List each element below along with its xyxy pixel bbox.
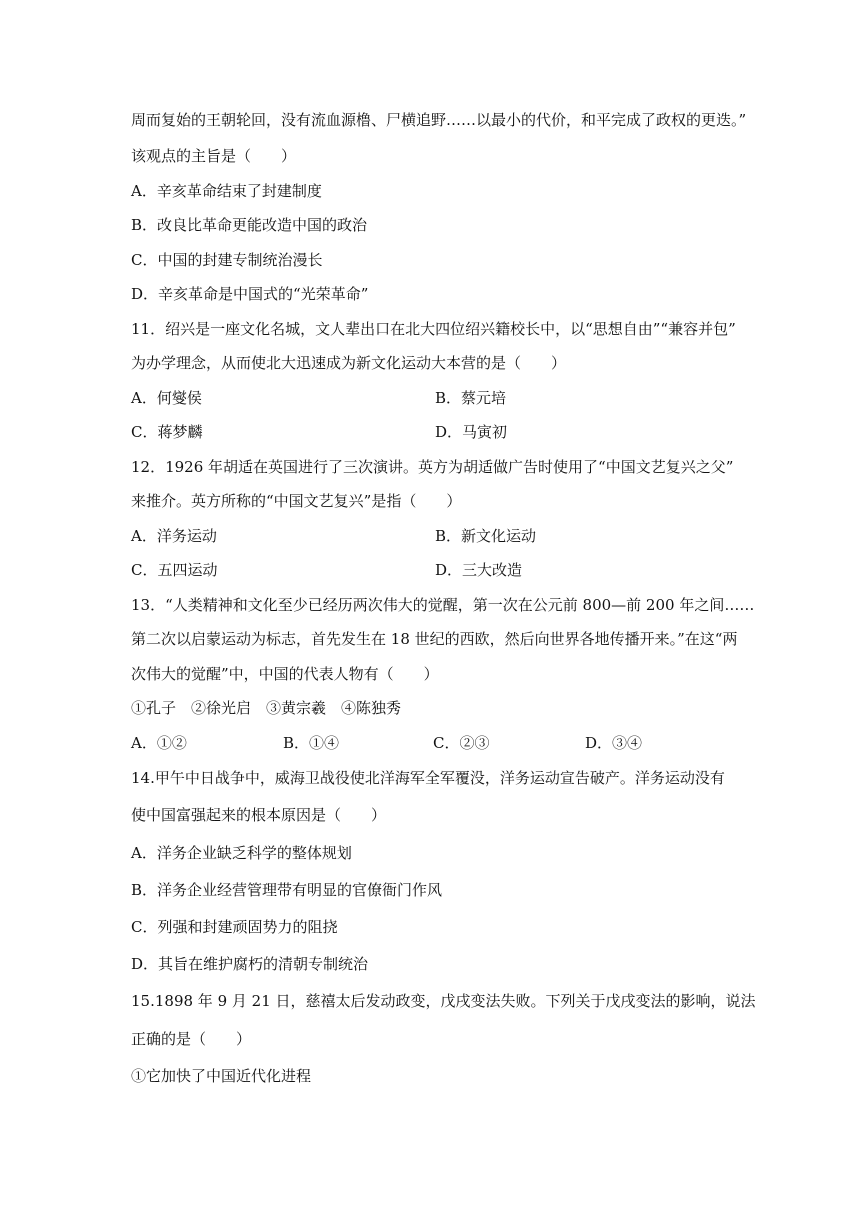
q15-stem-line1: 15.1898 年 9 月 21 日，慈禧太后发动政变，戊戌变法失败。下列关于戊戌变法的影响，说法 bbox=[131, 992, 756, 1010]
q11-option-d: D．马寅初 bbox=[435, 423, 508, 441]
q14-stem-line2: 使中国富强起来的根本原因是（ ） bbox=[131, 806, 387, 824]
q10-option-c: C．中国的封建专制统治漫长 bbox=[131, 251, 323, 269]
q11-option-b: B．蔡元培 bbox=[435, 389, 507, 407]
q14-option-b: B．洋务企业经营管理带有明显的官僚衙门作风 bbox=[131, 881, 443, 899]
q14-option-d: D．其旨在维护腐朽的清朝专制统治 bbox=[131, 955, 369, 973]
q11-stem-line2: 为办学理念，从而使北大迅速成为新文化运动大本营的是（ ） bbox=[131, 354, 567, 372]
q12-option-a: A．洋务运动 bbox=[131, 527, 217, 545]
q11-stem-line1: 11．绍兴是一座文化名城，文人辈出口在北大四位绍兴籍校长中，以“思想自由”“兼容并包” bbox=[131, 320, 736, 338]
q10-option-a: A．辛亥革命结束了封建制度 bbox=[131, 182, 322, 200]
q14-option-a: A．洋务企业缺乏科学的整体规划 bbox=[131, 844, 352, 862]
q11-option-c: C．蒋梦麟 bbox=[131, 423, 203, 441]
q10-stem: 该观点的主旨是（ ） bbox=[131, 147, 297, 165]
q12-option-b: B．新文化运动 bbox=[435, 527, 537, 545]
q13-option-c: C．②③ bbox=[433, 734, 490, 752]
q12-option-d: D．三大改造 bbox=[435, 561, 523, 579]
q13-option-b: B．①④ bbox=[283, 734, 340, 752]
q14-option-c: C．列强和封建顽固势力的阻挠 bbox=[131, 918, 338, 936]
q12-option-c: C．五四运动 bbox=[131, 561, 218, 579]
q15-item-1: ①它加快了中国近代化进程 bbox=[131, 1067, 312, 1085]
q14-stem-line1: 14.甲午中日战争中，威海卫战役使北洋海军全军覆没，洋务运动宣告破产。洋务运动没有 bbox=[131, 769, 725, 787]
q13-option-a: A．①② bbox=[131, 734, 187, 752]
q11-option-a: A．何燮侯 bbox=[131, 389, 202, 407]
q12-stem-line2: 来推介。英方所称的“中国文艺复兴”是指（ ） bbox=[131, 492, 462, 510]
q13-items: ①孔子 ②徐光启 ③黄宗羲 ④陈独秀 bbox=[131, 699, 402, 717]
q13-stem-line1: 13．“人类精神和文化至少已经历两次伟大的觉醒，第一次在公元前 800—前 200 年之间…… bbox=[131, 596, 755, 614]
q10-option-b: B．改良比革命更能改造中国的政治 bbox=[131, 216, 368, 234]
q13-stem-line3: 次伟大的觉醒”中，中国的代表人物有（ ） bbox=[131, 665, 439, 683]
q15-stem-line2: 正确的是（ ） bbox=[131, 1030, 252, 1048]
q12-stem-line1: 12．1926 年胡适在英国进行了三次演讲。英方为胡适做广告时使用了“中国文艺复兴之父” bbox=[131, 458, 734, 476]
q13-option-d: D．③④ bbox=[585, 734, 643, 752]
q10-continuation-line: 周而复始的王朝轮回，没有流血源橹、尸横追野……以最小的代价，和平完成了政权的更迭。” bbox=[131, 111, 747, 129]
q13-stem-line2: 第二次以启蒙运动为标志，首先发生在 18 世纪的西欧，然后向世界各地传播开来。”在这“两 bbox=[131, 630, 738, 648]
q10-option-d: D．辛亥革命是中国式的“光荣革命” bbox=[131, 285, 369, 303]
